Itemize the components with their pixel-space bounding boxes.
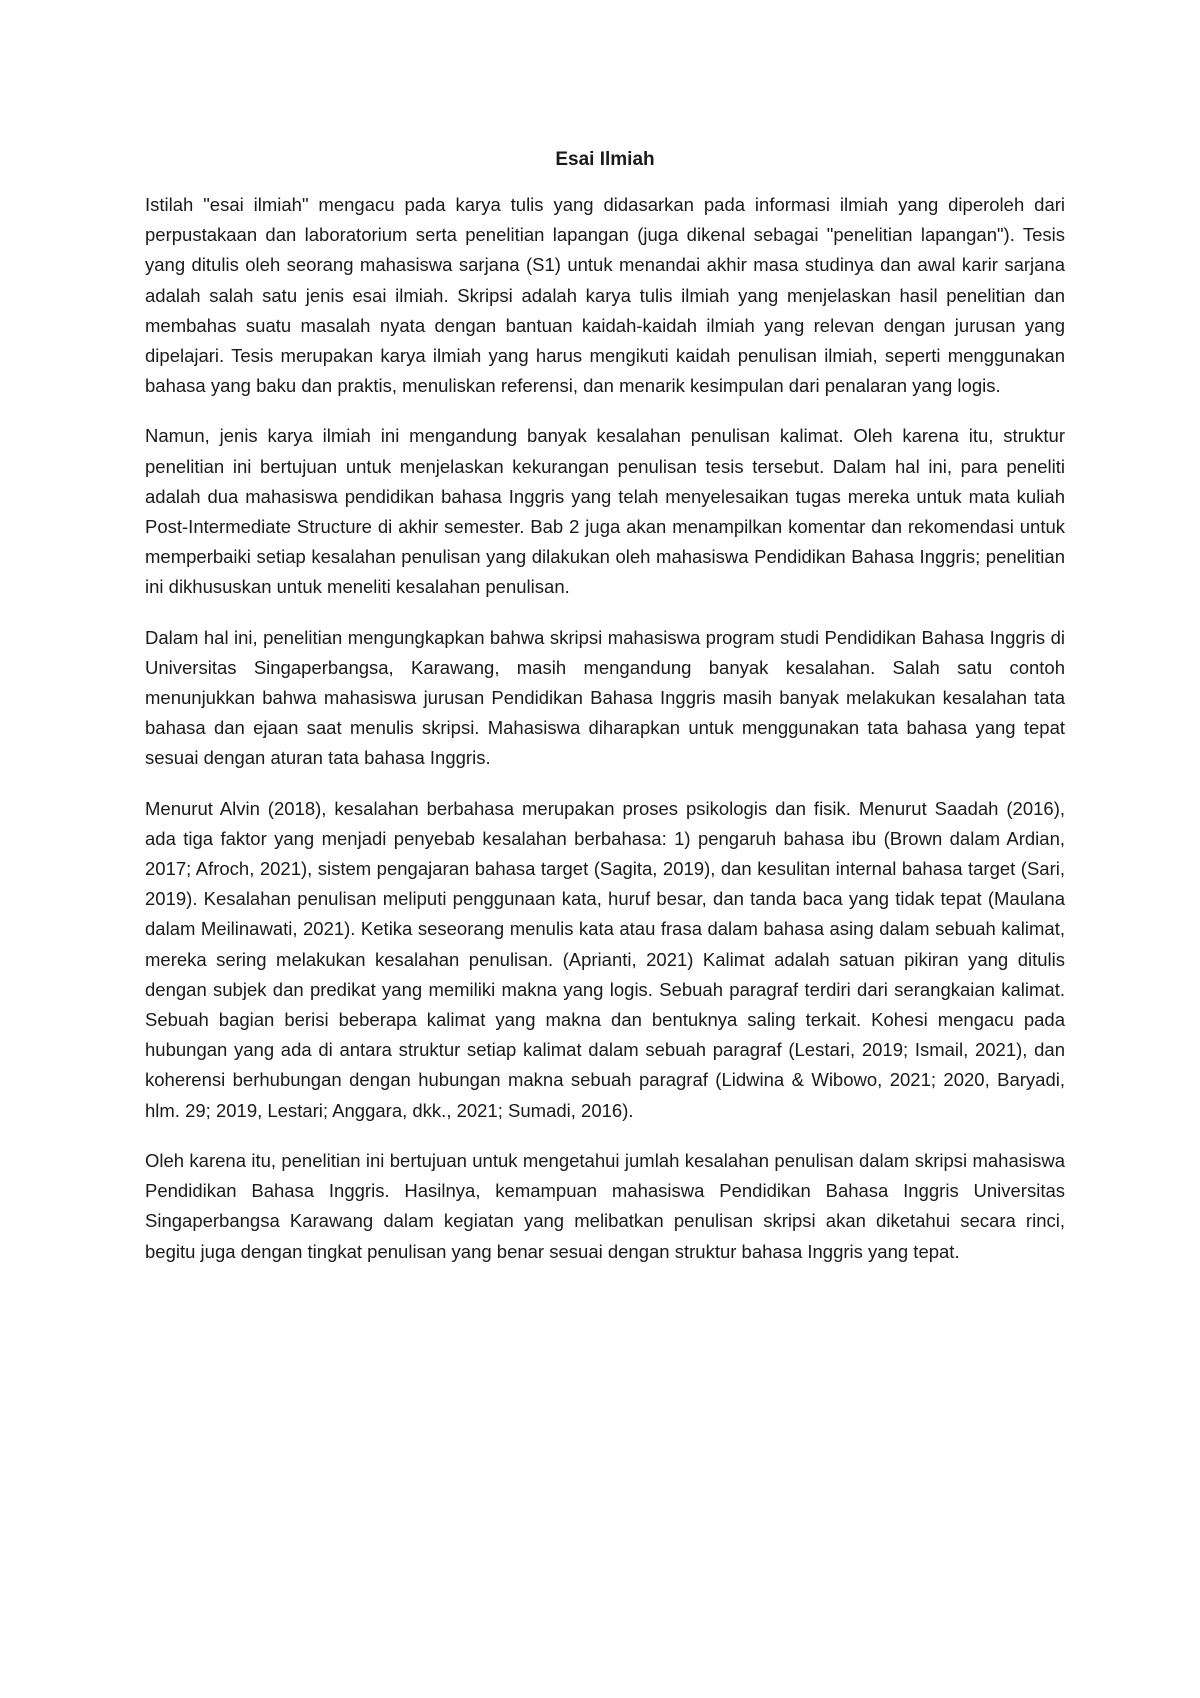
paragraph-1: Istilah "esai ilmiah" mengacu pada karya tulis yang didasarkan pada informasi ilmiah yang diperoleh dari perpustakaan dan laboratorium serta penelitian lapangan (juga dikenal sebagai "penelitian lapangan"). Tesis yang ditulis oleh seorang mahasiswa sarjana (S1) untuk menandai akhir masa studinya dan awal karir sarjana adalah salah satu jenis esai ilmiah. Skripsi adalah karya tulis ilmiah yang menjelaskan hasil penelitian dan membahas suatu masalah nyata dengan bantuan kaidah-kaidah ilmiah yang relevan dengan jurusan yang dipelajari. Tesis merupakan karya ilmiah yang harus mengikuti kaidah penulisan ilmiah, seperti menggunakan bahasa yang baku dan praktis, menuliskan referensi, dan menarik kesimpulan dari penalaran yang logis. — [145, 194, 1065, 397]
paragraph-2: Namun, jenis karya ilmiah ini mengandung banyak kesalahan penulisan kalimat. Oleh karena itu, struktur penelitian ini bertujuan untuk menjelaskan kekurangan penulisan tesis tersebut. Dalam hal ini, para peneliti adalah dua mahasiswa pendidikan bahasa Inggris yang telah menyelesaikan tugas mereka untuk mata kuliah Post-Intermediate Structure di akhir semester. Bab 2 juga akan menampilkan komentar dan rekomendasi untuk memperbaiki setiap kesalahan penulisan yang dilakukan oleh mahasiswa Pendidikan Bahasa Inggris; penelitian ini dikhususkan untuk meneliti kesalahan penulisan. — [145, 425, 1065, 598]
document-title: Esai Ilmiah — [555, 149, 655, 170]
paragraph-5: Oleh karena itu, penelitian ini bertujuan untuk mengetahui jumlah kesalahan penulisan dalam skripsi mahasiswa Pendidikan Bahasa Inggris. Hasilnya, kemampuan mahasiswa Pendidikan Bahasa Inggris Universitas Singaperbangsa Karawang dalam kegiatan yang melibatkan penulisan skripsi akan diketahui secara rinci, begitu juga dengan tingkat penulisan yang benar sesuai dengan struktur bahasa Inggris yang tepat. — [145, 1149, 1065, 1262]
paragraph-4: Menurut Alvin (2018), kesalahan berbahasa merupakan proses psikologis dan fisik. Menurut Saadah (2016), ada tiga faktor yang menjadi penyebab kesalahan berbahasa: 1) pengaruh bahasa ibu (Brown dalam Ardian, 2017; Afroch, 2021), sistem pengajaran bahasa target (Sagita, 2019), dan kesulitan internal bahasa target (Sari, 2019). Kesalahan penulisan meliputi penggunaan kata, huruf besar, dan tanda baca yang tidak tepat (Maulana dalam Meilinawati, 2021). Ketika seseorang menulis kata atau frasa dalam bahasa asing dalam sebuah kalimat, mereka sering melakukan kesalahan penulisan. (Aprianti, 2021) Kalimat adalah satuan pikiran yang ditulis dengan subjek dan predikat yang memiliki makna yang logis. Sebuah paragraf terdiri dari serangkaian kalimat. Sebuah bagian berisi beberapa kalimat yang makna dan bentuknya saling terkait. Kohesi mengacu pada hubungan yang ada di antara struktur setiap kalimat dalam sebuah paragraf (Lestari, 2019; Ismail, 2021), dan koherensi berhubungan dengan hubungan makna sebuah paragraf (Lidwina & Wibowo, 2021; 2020, Baryadi, hlm. 29; 2019, Lestari; Anggara, dkk., 2021; Sumadi, 2016). — [145, 797, 1065, 1121]
document-body — [145, 146, 1065, 1287]
paragraph-3: Dalam hal ini, penelitian mengungkapkan bahwa skripsi mahasiswa program studi Pendidikan Bahasa Inggris di Universitas Singaperbangsa, Karawang, masih mengandung banyak kesalahan. Salah satu contoh menunjukkan bahwa mahasiswa jurusan Pendidikan Bahasa Inggris masih banyak melakukan kesalahan tata bahasa dan ejaan saat menulis skripsi. Mahasiswa diharapkan untuk menggunakan tata bahasa yang tepat sesuai dengan aturan tata bahasa Inggris. — [145, 626, 1065, 769]
